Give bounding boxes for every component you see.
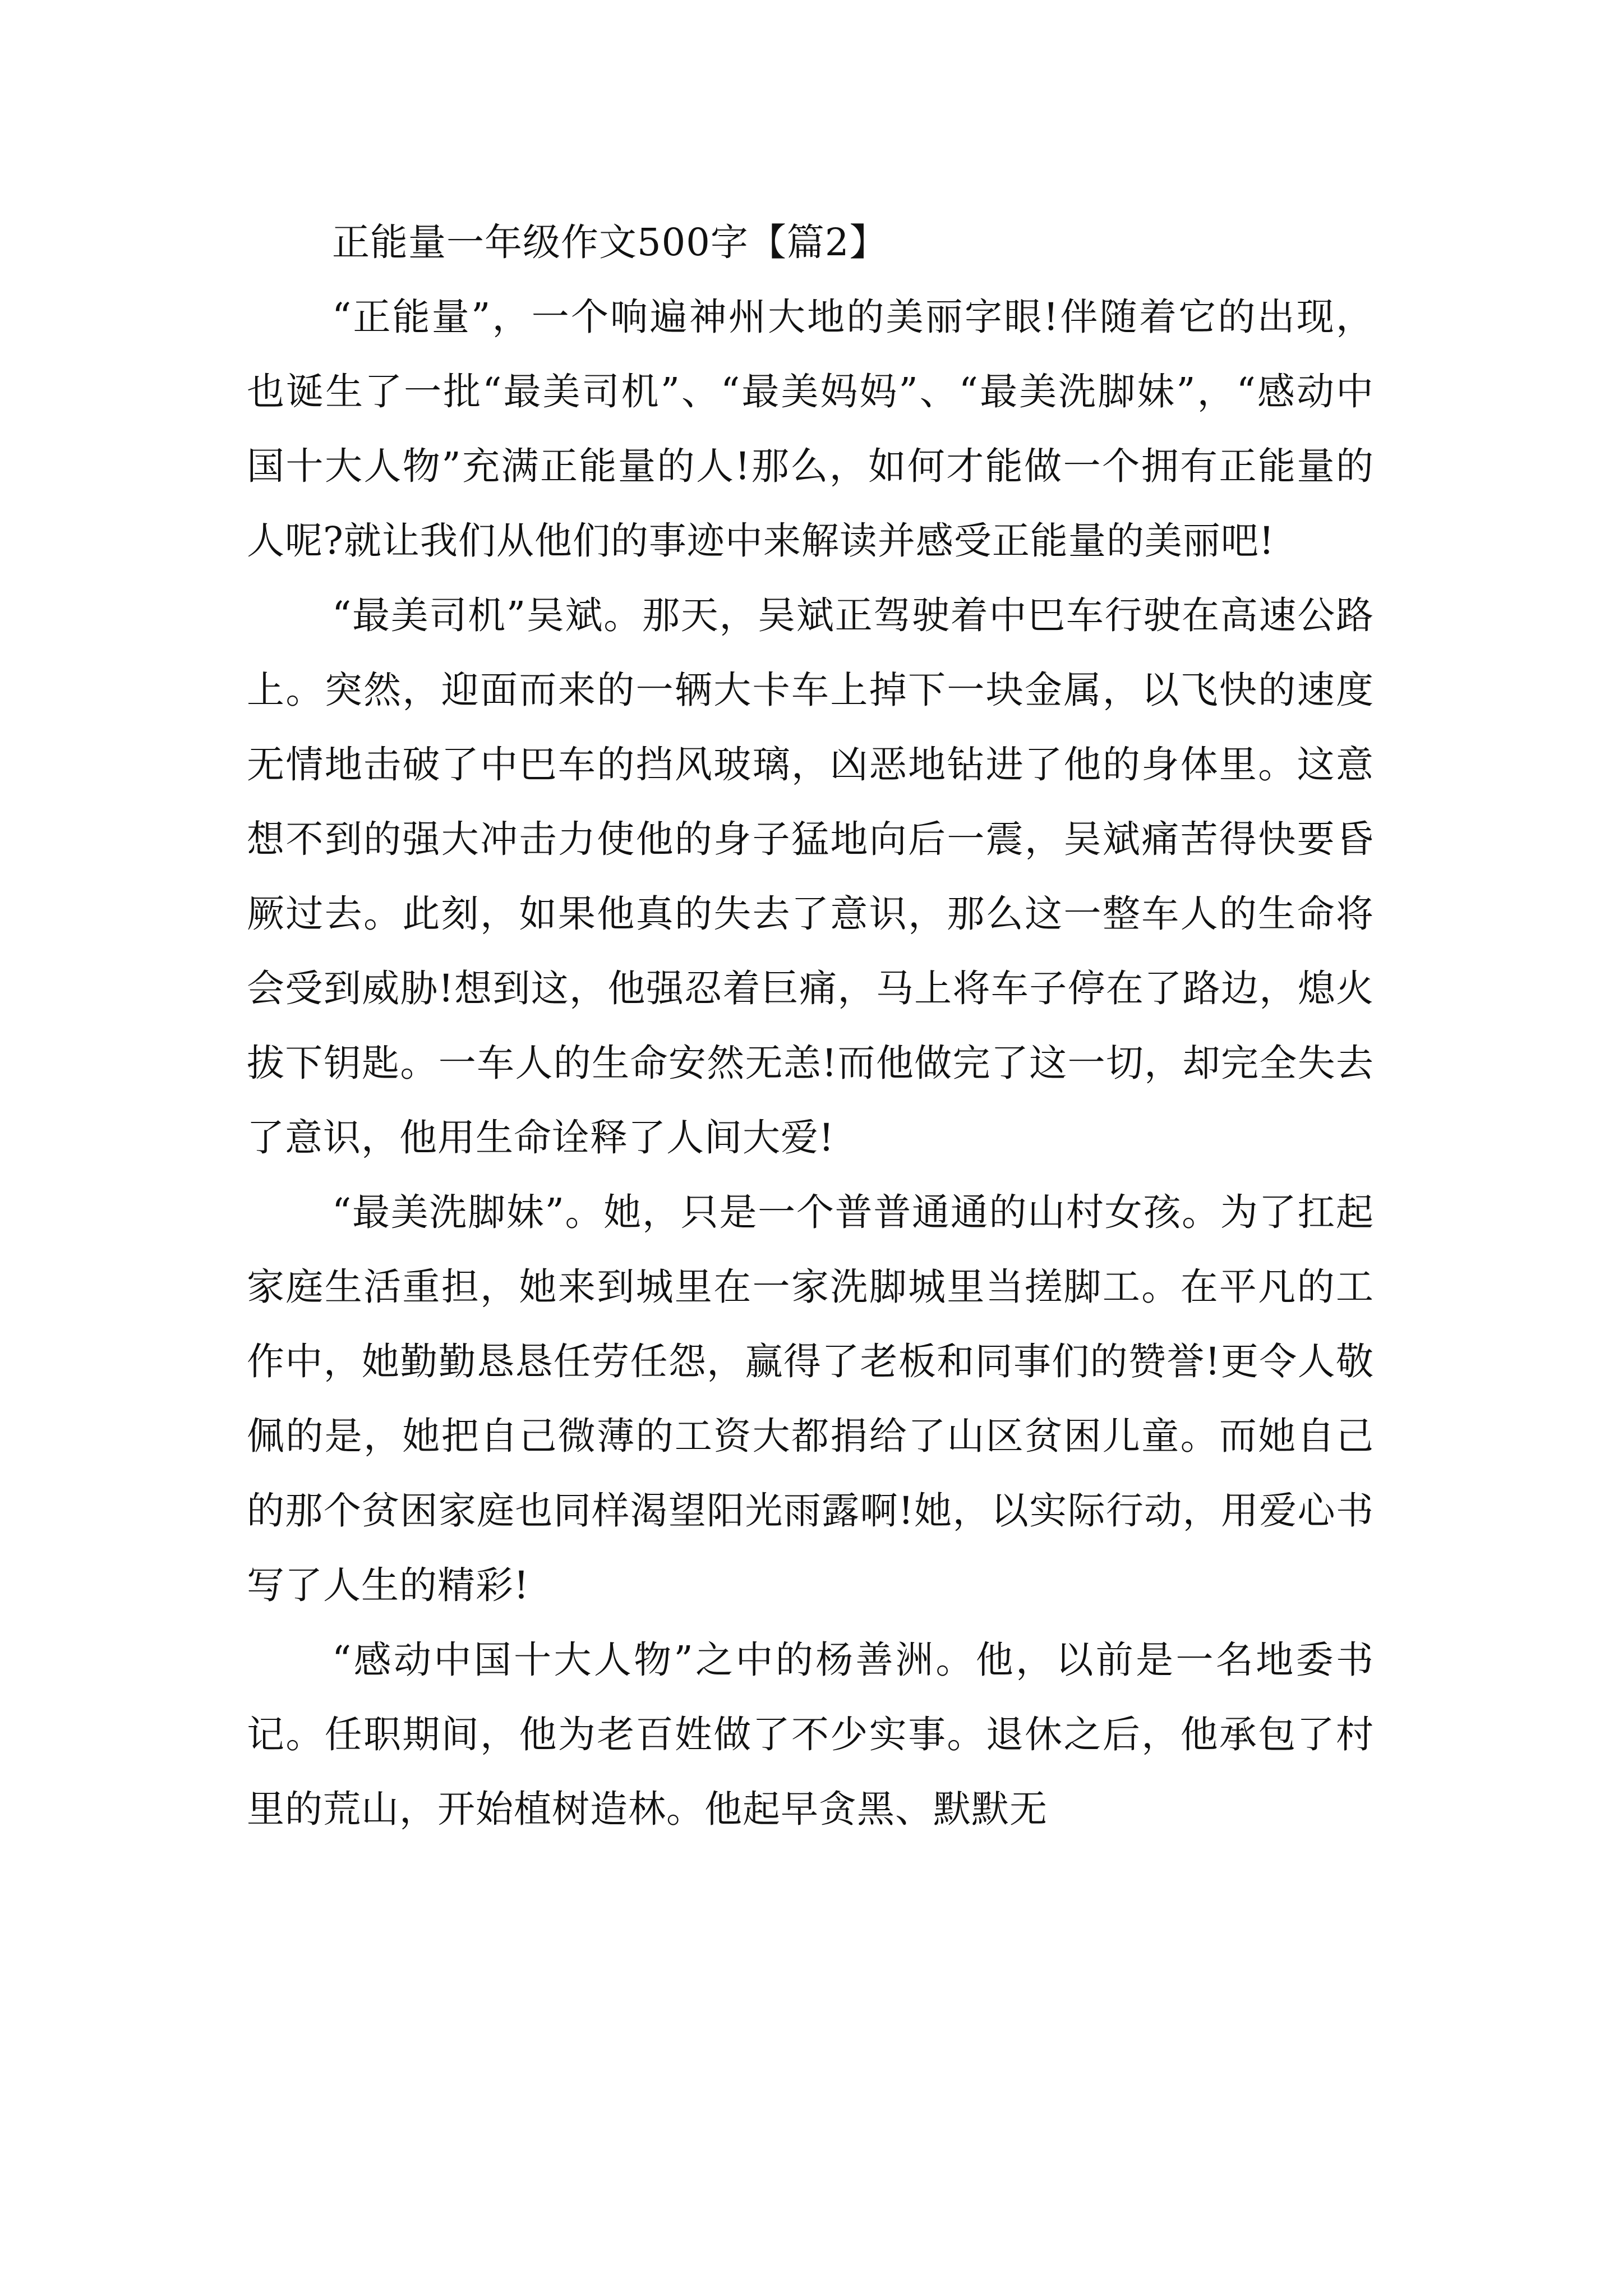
essay-title: 正能量一年级作文500字【篇2】 [332, 220, 888, 264]
paragraph-intro: “正能量”，一个响遍神州大地的美丽字眼!伴随着它的出现，也诞生了一批“最美司机”、“最美妈妈”、“最美洗脚妹”，“感动中国十大人物”充满正能量的人!那么，如何才能做一个拥有正能量的人呢?就让我们从他们的事迹中来解读并感受正能量的美丽吧! [247, 295, 1374, 563]
paragraph-yang-shanzhou: “感动中国十大人物”之中的杨善洲。他，以前是一名地委书记。任职期间，他为老百姓做了不少实事。退休之后，他承包了村里的荒山，开始植树造林。他起早贪黑、默默无 [247, 1638, 1374, 1831]
document-body [247, 205, 1374, 1847]
paragraph-driver-wu-bin: “最美司机”吴斌。那天，吴斌正驾驶着中巴车行驶在高速公路上。突然，迎面而来的一辆大卡车上掉下一块金属，以飞快的速度无情地击破了中巴车的挡风玻璃，凶恶地钻进了他的身体里。这意想不到的强大冲击力使他的身子猛地向后一震，吴斌痛苦得快要昏厥过去。此刻，如果他真的失去了意识，那么这一整车人的生命将会受到威胁!想到这，他强忍着巨痛，马上将车子停在了路边，熄火拔下钥匙。一车人的生命安然无恙!而他做完了这一切，却完全失去了意识，他用生命诠释了人间大爱! [247, 593, 1374, 1159]
paragraph-foot-wash-girl: “最美洗脚妹”。她，只是一个普普通通的山村女孩。为了扛起家庭生活重担，她来到城里在一家洗脚城里当搓脚工。在平凡的工作中，她勤勤恳恳任劳任怨，赢得了老板和同事们的赞誉!更令人敬佩的是，她把自己微薄的工资大都捐给了山区贫困儿童。而她自己的那个贫困家庭也同样渴望阳光雨露啊!她，以实际行动，用爱心书写了人生的精彩! [247, 1190, 1374, 1607]
